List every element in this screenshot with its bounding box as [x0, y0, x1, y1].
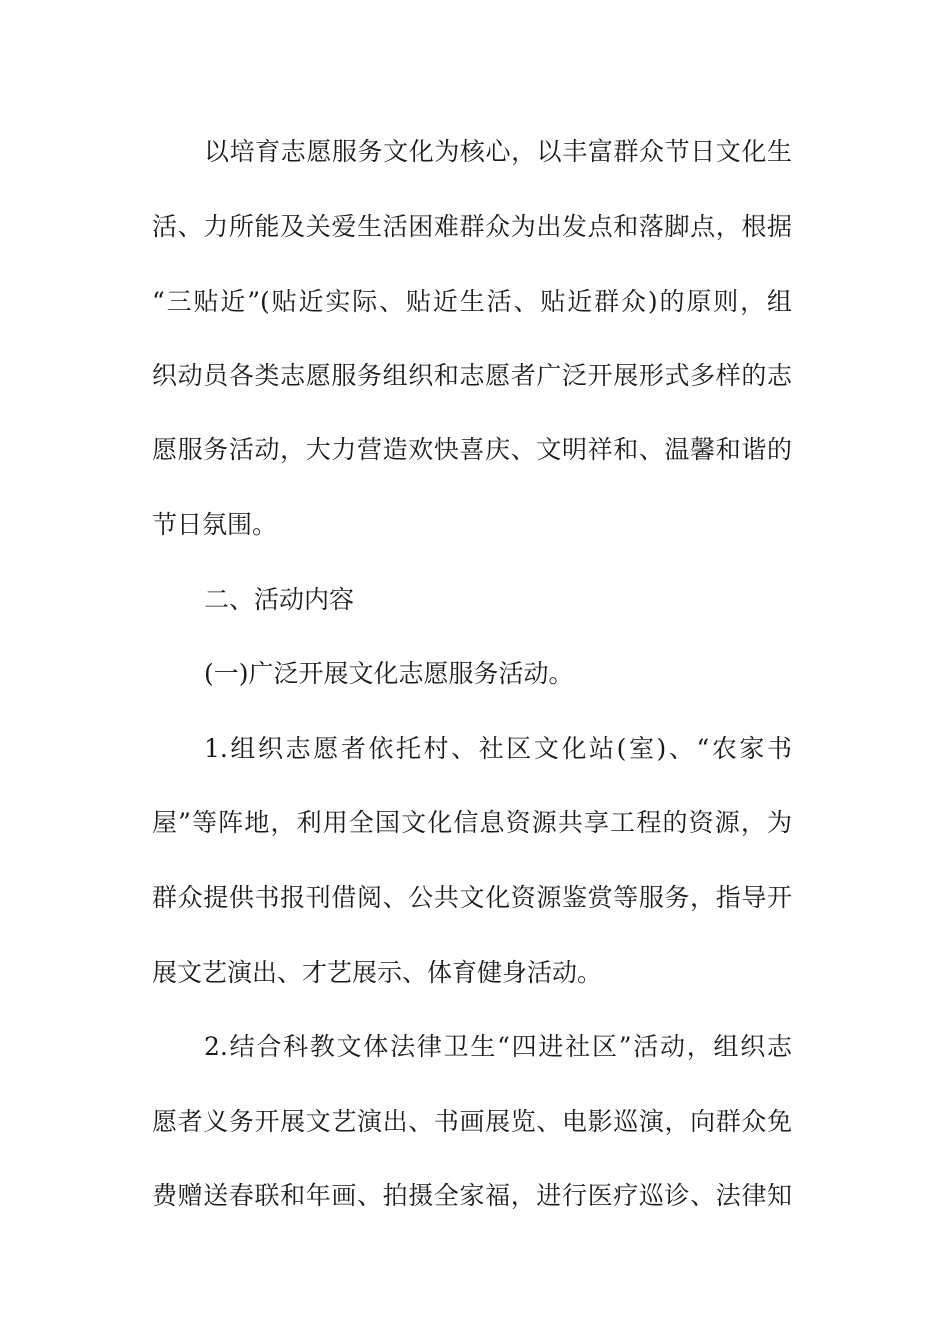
subsection-heading: (一)广泛开展文化志愿服务活动。	[204, 659, 574, 688]
paragraph-line: 愿者义务开展文艺演出、书画展览、电影巡演，向群众免	[152, 1107, 792, 1136]
paragraph-line: 2.结合科教文体法律卫生“四进社区”活动，组织志	[204, 1032, 792, 1061]
paragraph-line: 费赠送春联和年画、拍摄全家福，进行医疗巡诊、法律知	[152, 1181, 792, 1210]
paragraph-line: 织动员各类志愿服务组织和志愿者广泛开展形式多样的志	[152, 361, 792, 390]
paragraph-line: 群众提供书报刊借阅、公共文化资源鉴赏等服务，指导开	[152, 883, 792, 912]
paragraph-line: 愿服务活动，大力营造欢快喜庆、文明祥和、温馨和谐的	[152, 435, 792, 464]
paragraph-line: 以培育志愿服务文化为核心，以丰富群众节日文化生	[204, 137, 792, 166]
section-heading: 二、活动内容	[204, 585, 355, 614]
paragraph-line: 展文艺演出、才艺展示、体育健身活动。	[152, 958, 603, 987]
paragraph-line: 1.组织志愿者依托村、社区文化站(室)、“农家书	[204, 734, 792, 763]
paragraph-line: 活、力所能及关爱生活困难群众为出发点和落脚点，根据	[152, 212, 792, 241]
paragraph-line: 屋”等阵地，利用全国文化信息资源共享工程的资源，为	[152, 808, 792, 837]
paragraph-line: “三贴近”(贴近实际、贴近生活、贴近群众)的原则，组	[152, 287, 792, 316]
paragraph-line: 节日氛围。	[152, 510, 278, 539]
